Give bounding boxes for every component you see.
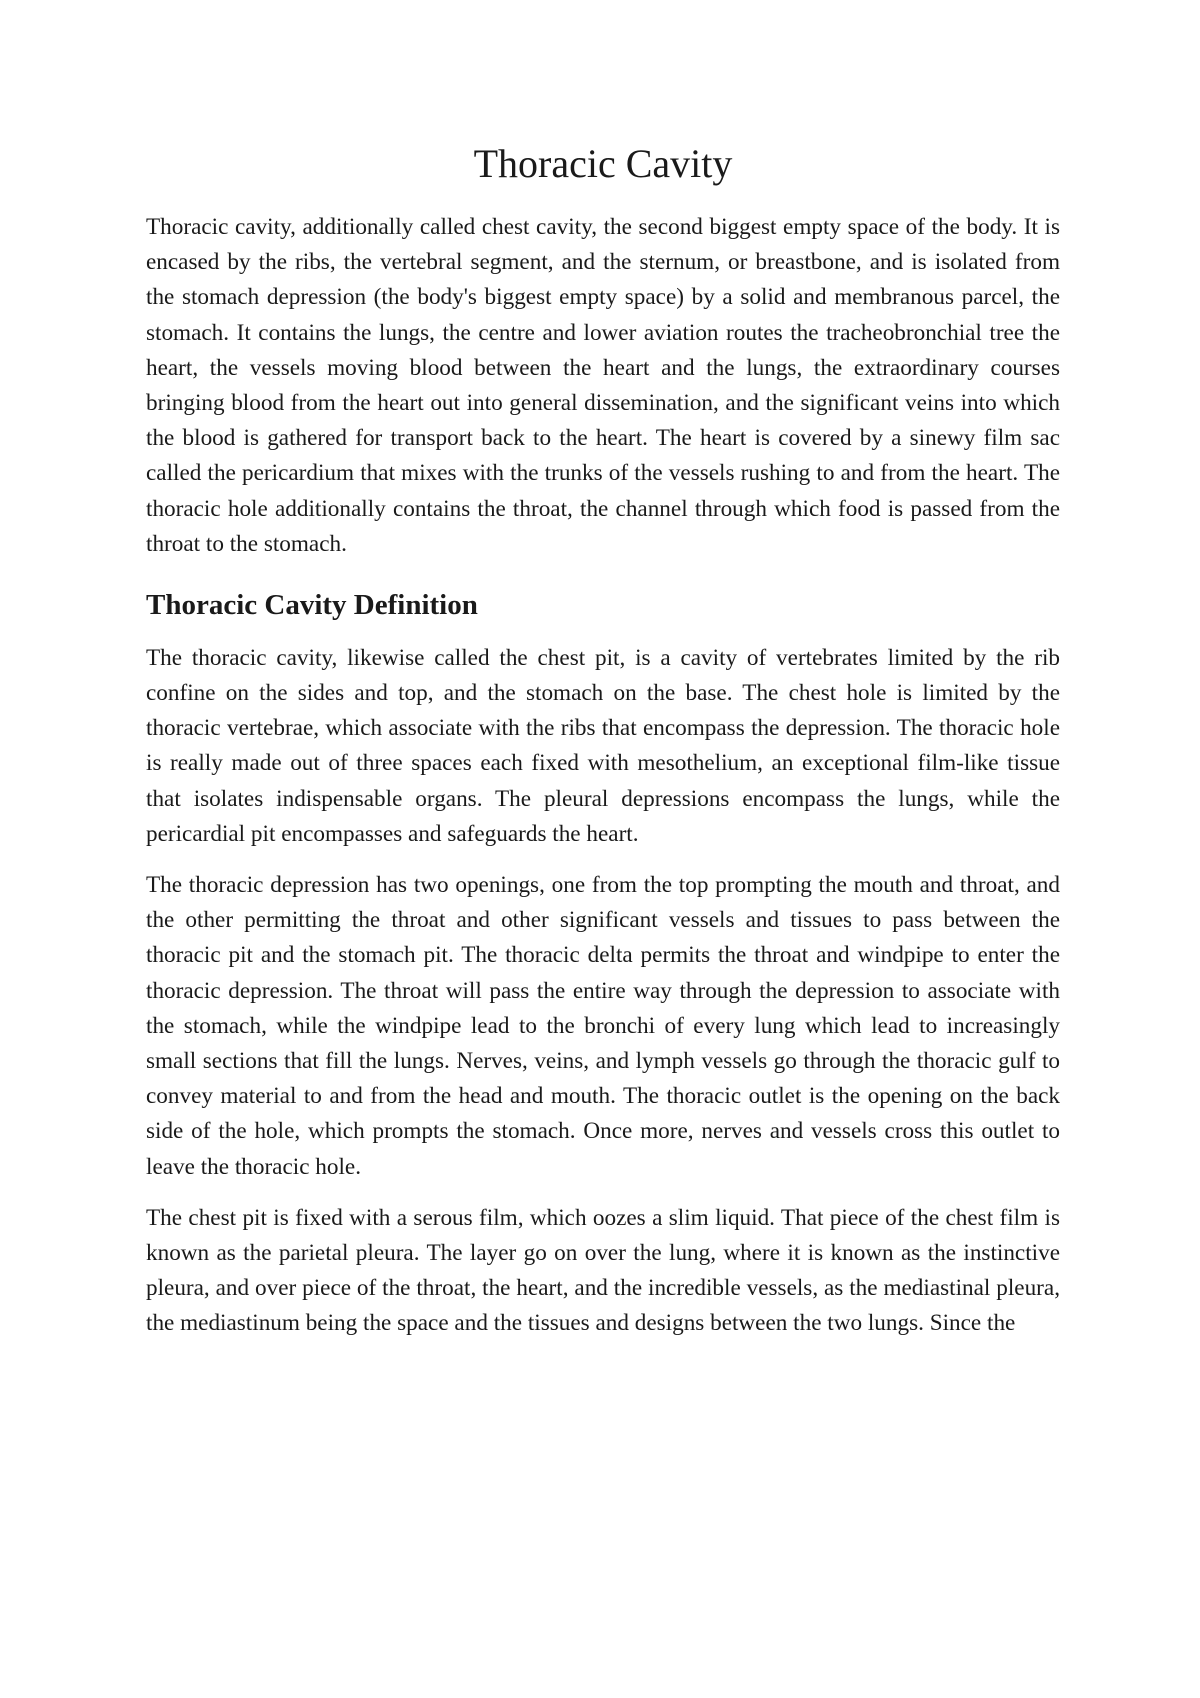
- body-paragraph-2: The thoracic depression has two openings, one from the top prompting the mouth and throat, and the other permitting the throat and other significant vessels and tissues to pass between the thoracic pit and the stomach pit. The thoracic delta permits the throat and windpipe to enter the thoracic depression. The throat will pass the entire way through the depression to associate with the stomach, while the windpipe lead to the bronchi of every lung which lead to increasingly small sections that fill the lungs. Nerves, veins, and lymph vessels go through the thoracic gulf to convey material to and from the head and mouth. The thoracic outlet is the opening on the back side of the hole, which prompts the stomach. Once more, nerves and vessels cross this outlet to leave the thoracic hole.: [146, 872, 1060, 1180]
- intro-paragraph: Thoracic cavity, additionally called chest cavity, the second biggest empty space of the body. It is encased by the ribs, the vertebral segment, and the sternum, or breastbone, and is isolated from the stomach depression (the body's biggest empty space) by a solid and membranous parcel, the stomach. It contains the lungs, the centre and lower aviation routes the tracheobronchial tree the heart, the vessels moving blood between the heart and the lungs, the extraordinary courses bringing blood from the heart out into general dissemination, and the significant veins into which the blood is gathered for transport back to the heart. The heart is covered by a sinewy film sac called the pericardium that mixes with the trunks of the vessels rushing to and from the heart. The thoracic hole additionally contains the throat, the channel through which food is passed from the throat to the stomach.: [146, 214, 1060, 557]
- section-heading: Thoracic Cavity Definition: [146, 589, 478, 622]
- body-paragraph-3: The chest pit is fixed with a serous film, which oozes a slim liquid. That piece of the chest film is known as the parietal pleura. The layer go on over the lung, where it is known as the instinctive pleura, and over piece of the throat, the heart, and the incredible vessels, as the mediastinal pleura, the mediastinum being the space and the tissues and designs between the two lungs. Since the: [146, 1204, 1060, 1337]
- document-page: [146, 140, 1060, 1358]
- page-title: Thoracic Cavity: [473, 141, 733, 186]
- body-paragraph-1: The thoracic cavity, likewise called the chest pit, is a cavity of vertebrates limited by the rib confine on the sides and top, and the stomach on the base. The chest hole is limited by the thoracic vertebrae, which associate with the ribs that encompass the depression. The thoracic hole is really made out of three spaces each fixed with mesothelium, an exceptional film-like tissue that isolates indispensable organs. The pleural depressions encompass the lungs, while the pericardial pit encompasses and safeguards the heart.: [146, 644, 1060, 847]
